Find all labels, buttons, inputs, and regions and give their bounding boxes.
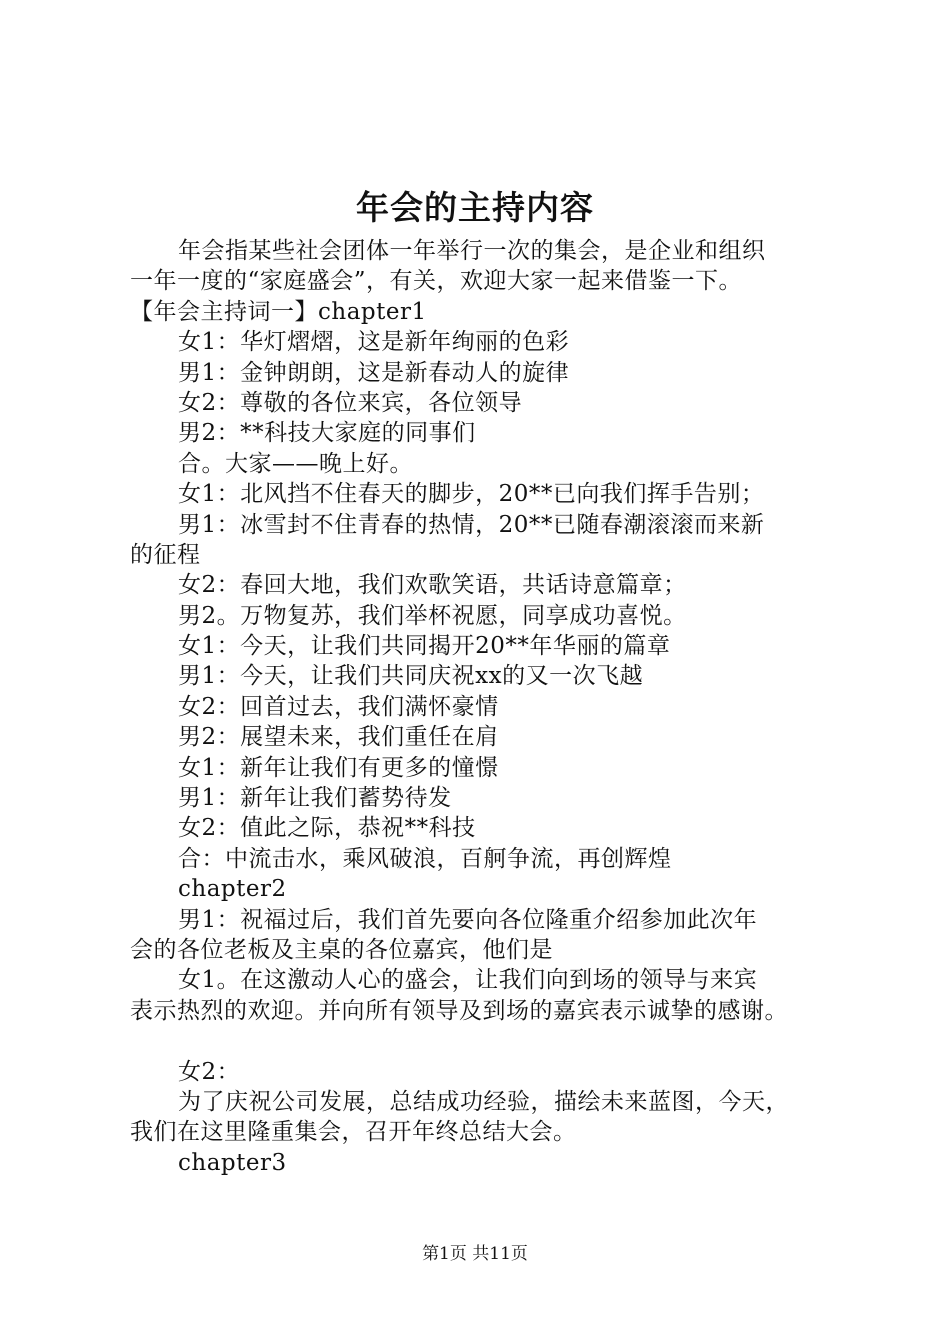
document-title: 年会的主持内容 <box>356 188 594 227</box>
script-line: 女1。在这激动人心的盛会，让我们向到场的领导与来宾 <box>178 967 758 994</box>
paragraph-line: 年会指某些社会团体一年举行一次的集会，是企业和组织 <box>178 238 766 264</box>
paragraph-line: 一年一度的“家庭盛会”，有关，欢迎大家一起来借鉴一下。 <box>130 268 743 295</box>
document-body <box>130 236 845 1178</box>
script-line: 合：中流击水，乘风破浪，百舸争流，再创辉煌 <box>178 845 672 872</box>
script-line: 男1：祝福过后，我们首先要向各位隆重介绍参加此次年 <box>178 906 758 933</box>
section-heading: 【年会主持词一】chapter1 <box>130 298 427 325</box>
script-line: 的征程 <box>130 541 201 568</box>
script-line: 女2：值此之际，恭祝**科技 <box>178 815 476 842</box>
script-line: 表示热烈的欢迎。并向所有领导及到场的嘉宾表示诚挚的感谢。 <box>130 997 788 1024</box>
script-line: 男1：今天，让我们共同庆祝xx的又一次飞越 <box>178 663 644 690</box>
script-line: 男1：金钟朗朗，这是新春动人的旋律 <box>178 359 570 386</box>
script-line: 女2：春回大地，我们欢歌笑语，共话诗意篇章； <box>178 572 687 599</box>
section-heading: chapter3 <box>178 1149 287 1176</box>
script-line: 男1：新年让我们蓄势待发 <box>178 785 452 812</box>
section-heading: chapter2 <box>178 876 287 903</box>
script-line: 女1：华灯熠熠，这是新年绚丽的色彩 <box>178 329 570 356</box>
script-line: 女2：尊敬的各位来宾，各位领导 <box>178 389 523 416</box>
script-line: 女1：北风挡不住春天的脚步，20**已向我们挥手告别； <box>178 481 765 508</box>
script-line: 会的各位老板及主桌的各位嘉宾，他们是 <box>130 936 553 963</box>
script-line: 女1：新年让我们有更多的憧憬 <box>178 754 499 781</box>
script-line: 男2：展望未来，我们重任在肩 <box>178 724 499 751</box>
script-line: 男1：冰雪封不住青春的热情，20**已随春潮滚滚而来新 <box>178 511 765 538</box>
blank-line <box>130 1026 845 1056</box>
script-line: 为了庆祝公司发展，总结成功经验，描绘未来蓝图，今天， <box>178 1088 789 1115</box>
script-line: 女2：回首过去，我们满怀豪情 <box>178 693 499 720</box>
script-line: 男2：**科技大家庭的同事们 <box>178 420 476 447</box>
script-line: 合。大家——晚上好。 <box>178 450 413 477</box>
script-line: 男2。万物复苏，我们举杯祝愿，同享成功喜悦。 <box>178 602 687 629</box>
script-line: 女1：今天，让我们共同揭开20**年华丽的篇章 <box>178 633 671 660</box>
script-line: 女2： <box>178 1058 241 1085</box>
script-line: 我们在这里隆重集会，召开年终总结大会。 <box>130 1119 577 1146</box>
page-footer: 第1页 共11页 <box>422 1244 528 1264</box>
